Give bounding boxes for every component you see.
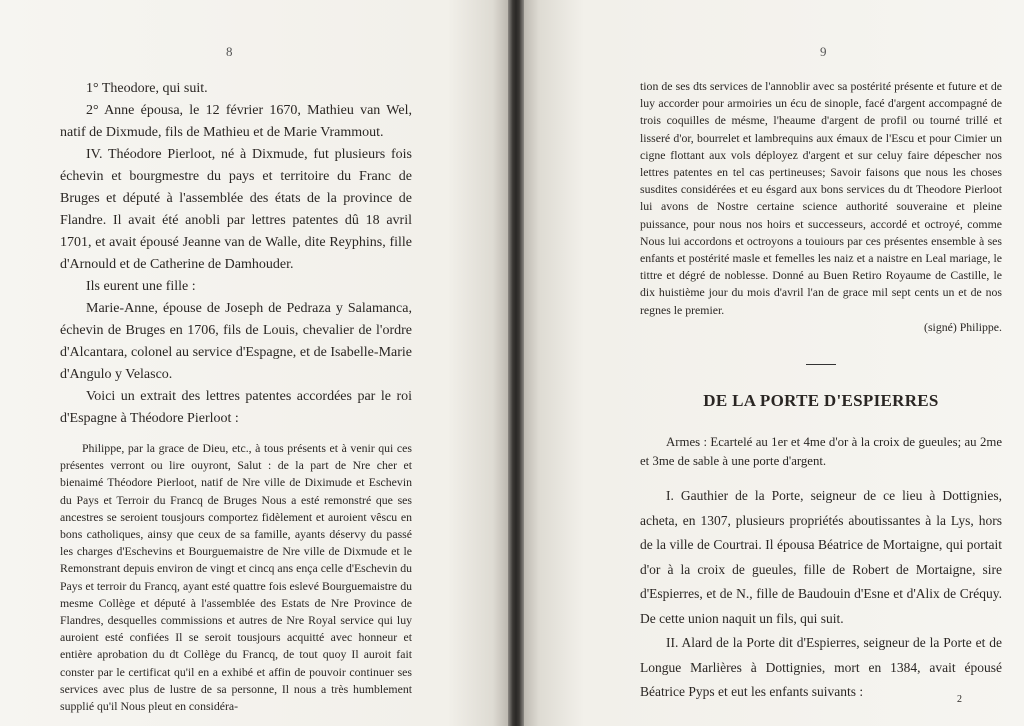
signature-mark: 2 (957, 694, 962, 705)
paragraph: Ils eurent une fille : (86, 279, 196, 294)
paragraph: Marie-Anne, épouse de Joseph de Pedraza y Salamanca, échevin de Bruges en 1706, fils de Louis, chevalier de l'ordre d'Alcantara, colonel au service d'Espagne, et de Isabelle-Marie d'Angulo y Velasco. (60, 301, 412, 382)
paragraph: I. Gauthier de la Porte, seigneur de ce lieu à Dottignies, acheta, en 1307, plusieurs propriétés aboutissantes à la Lys, hors de la ville de Courtrai. Il épousa Béatrice de Mortaigne, qui portait d'or à la croix de gueules, fille de Robert de Mortaigne, sire d'Espierres, et de N., fille de Baudouin d'Esne et d'Alix de Créquy. De cette union naquit un fils, qui suit. (640, 488, 1002, 626)
section-title: DE LA PORTE D'ESPIERRES (703, 391, 939, 411)
book-gutter (508, 0, 524, 726)
paragraph: 2° Anne épousa, le 12 février 1670, Mathieu van Wel, natif de Dixmude, fils de Mathieu et de Marie Vrammout. (60, 103, 412, 140)
left-page (0, 0, 508, 726)
patent-quote: Philippe, par la grace de Dieu, etc., à tous présents et à venir qui ces présentes verront ou lire ouyront, Salut : de la part de Nre cher et bienaimé Théodore Pierloot, natif de Nre ville de Diximude et Eschevin du Pays et Terroir du Francq de Bruges Nous a esté remonstré que ses ancestres se seroient tousjours comportez fidèlement et auroient vêscu en bons catholiques, ainsy que ceux de sa famille, ayants déservy du passé les charges d'Eschevins et Bourguemaistre de Nre ville de Dixmude et le Remonstrant depuis environ de vingt et cincq ans ença celle d'Eschevin du Pays et terroir du Francq, ayant esté quattre fois eslevé Bourguemaistre du mesme Collège et député à l'assemblée des Estats de Nre Province de Flandres, desquelles commissions et autres de Nre Royal service qui luy auroient esté confiées Il se seroit tousjours acquitté avec honneur et entière aprobation du dt Collège du Francq, de tout quoy Il auroit fait conster par le certificat qu'il en a exhibé et affin de pouvoir continuer ses services avec plus de lustre de sa personne, Il nous a très humblement supplié qu'il Nous pleut en considéra- (60, 441, 412, 714)
paragraph: IV. Théodore Pierloot, né à Dixmude, fut plusieurs fois échevin et bourgmestre du pays et territoire du Franc de Bruges et député à l'assemblée des états de la province de Flandre. Il avait été anobli par lettres patentes dû 18 avril 1701, et avait épousé Jeanne van de Walle, dite Reyphins, fille d'Arnould et de Catherine de Damhouder. (60, 147, 412, 272)
paragraph: 1° Theodore, qui suit. (86, 81, 208, 96)
signature-line: (signé) Philippe. (924, 319, 1002, 334)
right-page-text (640, 78, 1002, 705)
section-divider (806, 364, 836, 366)
patent-quote-continued: tion de ses dts services de l'annoblir avec sa postérité présente et future et de luy accorder pour armoiries un écu de sinople, facé d'argent accompagné de trois coquilles de mésme, l'heaume d'argent de profil ou tourné trillé et lisseré d'or, bourrelet et lambrequins aux émaux de l'Escu et pour Cimier un cigne flottant aux vols déployez d'argent et sur celuy faire dépescher nos lettres patentes en tel cas pertineuses; Savoir faisons que nous les choses susdites considérées et eu ésgard aux bons services du dt Theodore Pierloot lui avons de Nostre certaine science authorité souveraine et pleine puissance, pour nous nos hoirs et successeurs, accordé et octroyé, comme Nous lui accordons et octroyons a touiours par ces présentes ensemble à ses enfants et postérité masle et femelles les naiz et a naistre en Leal mariage, le tittre et dégré de noblesse. Donné au Buen Retiro Royaume de Castille, le dix huistième jour du mois d'avril l'an de grace mil sept cents un et de nos regnes le premier. (640, 79, 1002, 317)
paragraph: Voici un extrait des lettres patentes accordées par le roi d'Espagne à Théodore Pierloot : (60, 389, 412, 426)
page-number-left: 8 (226, 44, 233, 59)
right-page (524, 0, 1024, 726)
page-number-right: 9 (820, 44, 827, 59)
armes-line: Armes : Ecartelé au 1er et 4me d'or à la croix de gueules; au 2me et 3me de sable à une porte d'argent. (640, 435, 1002, 468)
left-page-text (60, 78, 412, 715)
paragraph: II. Alard de la Porte dit d'Espierres, seigneur de la Porte et de Longue Marlières à Dottignies, mort en 1384, avait épousé Béatrice Pyps et eut les enfants suivants : (640, 635, 1002, 700)
